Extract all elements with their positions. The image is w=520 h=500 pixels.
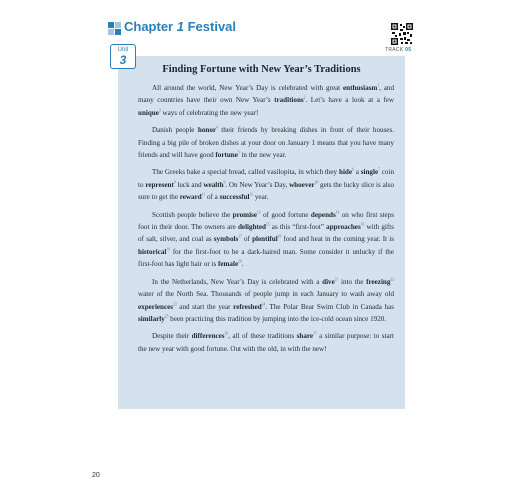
vocab-word: hide [339,168,353,177]
paragraph [138,330,394,355]
text-run: Danish people [152,126,198,135]
vocab-word: refreshed [233,302,262,311]
vocab-word: enthusiasm [343,84,378,92]
vocab-word: approaches [326,223,361,232]
text-run: . On New Year’s Day, [225,180,290,189]
footnote-number: 9 [223,180,226,185]
text-run: and start the year [176,302,234,311]
page-number: 20 [92,472,100,479]
text-run: a similar purpose: to start the new year with good fortune. Out with the old, in with the new! [138,332,394,353]
text-run: of [241,235,253,244]
chapter-title: Festival [187,19,237,34]
qr-code-icon[interactable] [391,23,413,45]
paragraph [138,209,394,271]
footnote-number: 15 [265,222,270,227]
text-run: gets the lucky slice is also sure to get the [138,180,395,202]
text-run: . Let’s have a look at a few [305,96,394,105]
vocab-word: similarly [138,314,165,323]
vocab-word: plentiful [252,235,278,244]
vocab-word: female [218,260,239,269]
chapter-heading [124,19,236,34]
text-run: their friends by breaking dishes in front of their houses. Finding a big pile of broken dishes at your door on January 1 means that you have many friends and will have good [138,126,394,160]
chapter-label: Chapter [124,19,174,34]
unit-badge [110,44,136,69]
text-run: , and many countries have their own New Year’s [138,84,394,105]
reading-body [138,82,394,360]
footnote-number: 26 [224,331,229,336]
text-run: been practicing this tradition by jumping into the ice-cold ocean since 1920. [168,314,387,323]
paragraph [138,124,394,161]
text-run: coin to [138,168,394,189]
footnote-number: 5 [237,150,240,155]
vocab-word: represent [145,180,174,189]
text-run: In the Netherlands, New Year’s Day is celebrated with a [152,277,323,286]
unit-number: 3 [119,53,127,67]
vocab-word: delighted [237,223,266,232]
chapter-squares-icon [108,22,122,36]
text-run: year. [253,193,269,202]
text-run: of good fortune [260,210,311,219]
reading-title: Finding Fortune with New Year’s Traditions [162,64,361,75]
track-number: 05 [405,47,412,53]
vocab-word: experiences [138,302,174,311]
footnote-number: 14 [335,210,340,215]
text-run: in the new year. [239,151,287,160]
footnote-number: 11 [201,192,206,197]
vocab-word: wealth [203,180,224,189]
text-run: a [353,168,361,177]
vocab-word: depends [310,210,336,219]
footnote-number: 23 [173,302,177,307]
track-text: TRACK [385,47,404,53]
vocab-word: fortune [215,151,238,160]
footnote-number: 4 [216,125,218,130]
vocab-word: freezing [366,277,391,286]
footnote-number: 1 [377,83,380,88]
footnote-number: 17 [238,235,242,240]
text-run: . The Polar Bear Swim Club in Canada has [265,302,394,311]
text-run: Scottish people believe the [152,210,233,219]
paragraph [138,166,394,203]
chapter-number: 1 [176,19,184,34]
text-run: with gifts of salt, silver, and coal as [138,223,394,244]
footnote-number: 8 [173,180,176,185]
text-run: The Greeks bake a special bread, called vasilopita, in which they [152,168,339,177]
unit-label: Unit [117,47,129,53]
footnote-number: 16 [360,222,365,227]
vocab-word: promise [232,210,257,219]
vocab-word: honor [197,126,217,135]
text-run: , all of these traditions [228,332,297,341]
text-run: All around the world, New Year’s Day is celebrated with great [152,84,344,92]
text-run: water of the North Sea. Thousands of people jump in each January to wash away old [138,290,394,299]
footnote-number: 21 [334,277,339,282]
footnote-number: 3 [158,108,161,113]
text-run: . [241,260,244,269]
text-run: food and heat in the coming year. It is [281,235,394,244]
footnote-number: 27 [313,331,317,336]
paragraph [138,82,394,119]
text-run: into the [338,277,367,286]
text-run: as this “first-foot” [269,223,327,232]
footnote-number: 10 [314,180,319,185]
track-label [385,47,411,53]
text-run: of a [205,193,220,202]
paragraph [138,276,394,326]
vocab-word: single [360,168,379,177]
footnote-number: 18 [277,235,282,240]
footnote-number: 19 [166,247,170,252]
footnote-number: 13 [256,210,261,215]
footnote-number: 22 [390,277,394,282]
text-run: on who first steps foot in their door. The owners are [138,210,394,232]
footnote-number: 24 [261,302,266,307]
vocab-word: share [296,332,314,341]
vocab-word: dive [322,277,335,286]
vocab-word: unique [138,108,159,117]
footnote-number: 20 [238,259,242,264]
vocab-word: whoever [289,180,315,189]
vocab-word: reward [179,193,202,202]
text-run: ways of celebrating the new year! [160,108,259,117]
vocab-word: differences [191,332,225,341]
footnote-number: 7 [378,168,380,173]
footnote-number: 2 [303,96,306,101]
vocab-word: historical [138,247,167,256]
text-run: Despite their [152,332,192,341]
footnote-number: 6 [352,168,354,173]
vocab-word: symbols [213,235,239,244]
vocab-word: traditions [274,96,304,105]
footnote-number: 12 [249,192,254,197]
text-run: luck and [175,180,204,189]
footnote-number: 25 [164,314,169,319]
vocab-word: successful [219,193,250,202]
text-run: for the first-foot to be a dark-haired man. Some consider it unlucky if the first-foot has light hair or is [138,247,394,269]
